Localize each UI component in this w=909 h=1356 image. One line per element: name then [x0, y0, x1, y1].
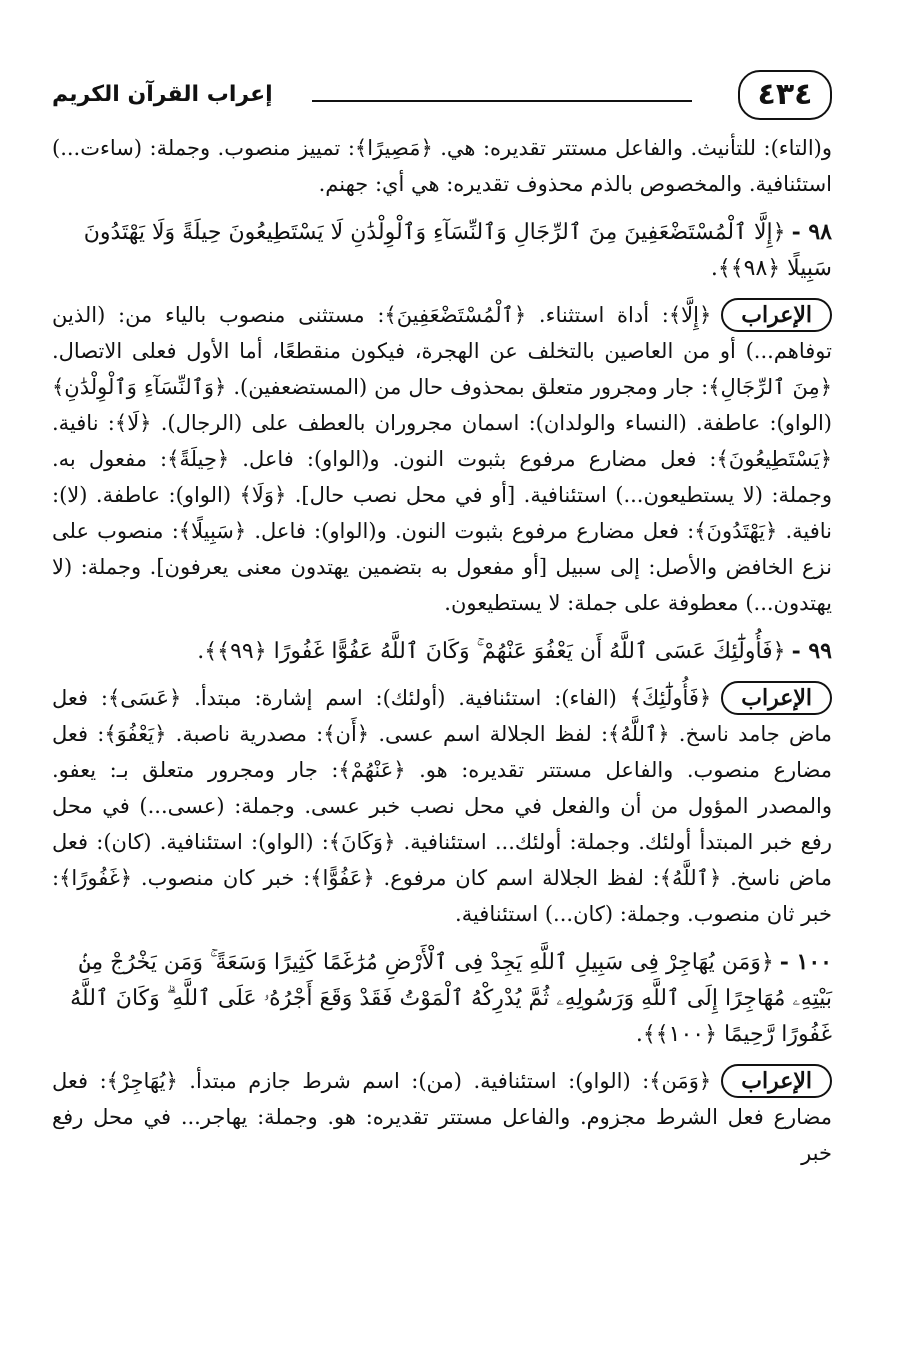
- irab-paragraph: [52, 297, 832, 621]
- verse-text: ﴿إِلَّا ٱلْمُسْتَضْعَفِينَ مِنَ ٱلرِّجَالِ وَٱلنِّسَآءِ وَٱلْوِلْدَٰنِ لَا يَسْتَطِيعُونَ حِيلَةً وَلَا يَهْتَدُونَ سَبِيلًا ﴿٩٨﴾﴾.: [83, 220, 832, 281]
- verse: [52, 214, 832, 287]
- irab-paragraph: [52, 680, 832, 932]
- page: [52, 70, 832, 1177]
- page-number: ٤٣٤: [738, 70, 832, 120]
- verse-number: ٩٩ -: [791, 638, 832, 664]
- verse-number: ٩٨ -: [791, 219, 832, 245]
- verse: [52, 944, 832, 1053]
- header-rule: [312, 100, 692, 102]
- book-title: إعراب القرآن الكريم: [52, 82, 273, 107]
- irab-badge: الإعراب: [721, 681, 832, 715]
- verse-text: ﴿وَمَن يُهَاجِرْ فِى سَبِيلِ ٱللَّهِ يَجِدْ فِى ٱلْأَرْضِ مُرَٰغَمًا كَثِيرًا وَسَعَةً ۚ وَمَن يَخْرُجْ مِنۢ بَيْتِهِۦ مُهَاجِرًا إِلَى ٱللَّهِ وَرَسُولِهِۦ ثُمَّ يُدْرِكْهُ ٱلْمَوْتُ فَقَدْ وَقَعَ أَجْرُهُۥ عَلَى ٱللَّهِ ۗ وَكَانَ ٱللَّهُ غَفُورًا رَّحِيمًا ﴿١٠٠﴾﴾.: [70, 950, 832, 1047]
- paragraph-text: و(التاء): للتأنيث. والفاعل مستتر تقديره: هي. ﴿مَصِيرًا﴾: تمييز منصوب. وجملة: (ساءت...) استئنافية. والمخصوص بالذم محذوف تقديره: هي أي: جهنم.: [52, 136, 832, 196]
- text-paragraph: [52, 130, 832, 202]
- irab-badge: الإعراب: [721, 298, 832, 332]
- irab-paragraph: [52, 1063, 832, 1171]
- irab-text: ﴿وَمَن﴾: (الواو): استئنافية. (من): اسم شرط جازم مبتدأ. ﴿يُهَاجِرْ﴾: فعل مضارع فعل الشرط مجزوم. والفاعل مستتر تقديره: هو. وجملة: يهاجر... في محل رفع خبر: [52, 1069, 832, 1165]
- irab-badge: الإعراب: [721, 1064, 832, 1098]
- verse-number: ١٠٠ -: [779, 949, 832, 975]
- verse: [52, 633, 832, 670]
- irab-text: ﴿فَأُولَٰٓئِكَ﴾ (الفاء): استئنافية. (أولئك): اسم إشارة: مبتدأ. ﴿عَسَى﴾: فعل ماض جامد ناسخ. ﴿ٱللَّهُ﴾: لفظ الجلالة اسم عسى. ﴿أَن﴾: مصدرية ناصبة. ﴿يَعْفُوَ﴾: فعل مضارع منصوب. والفاعل مستتر تقديره: هو. ﴿عَنْهُمْ﴾: جار ومجرور متعلق بـ: يعفو. والمصدر المؤول من أن والفعل في محل نصب خبر عسى. وجملة: (عسى...) في محل رفع خبر المبتدأ أولئك. وجملة: أولئك... استئنافية. ﴿وَكَانَ﴾: (الواو): استئنافية. (كان): فعل ماض ناسخ. ﴿ٱللَّهُ﴾: لفظ الجلالة اسم كان مرفوع. ﴿عَفُوًّا﴾: خبر كان منصوب. ﴿غَفُورًا﴾: خبر ثان منصوب. وجملة: (كان...) استئنافية.: [52, 686, 832, 926]
- verse-text: ﴿فَأُولَٰٓئِكَ عَسَى ٱللَّهُ أَن يَعْفُوَ عَنْهُمْ ۚ وَكَانَ ٱللَّهُ عَفُوًّا غَفُورًا ﴿٩٩﴾﴾.: [197, 639, 786, 664]
- irab-text: ﴿إِلَّا﴾: أداة استثناء. ﴿ٱلْمُسْتَضْعَفِينَ﴾: مستثنى منصوب بالياء من: (الذين توفاهم...) أو من العاصين بالتخلف عن الهجرة، فيكون منقطعًا، أما الأول فعلى الاتصال. ﴿مِنَ ٱلرِّجَالِ﴾: جار ومجرور متعلق بمحذوف حال من (المستضعفين). ﴿وَٱلنِّسَآءِ وَٱلْوِلْدَٰنِ﴾ (الواو): عاطفة. (النساء والولدان): اسمان مجروران بالعطف على (الرجال). ﴿لَا﴾: نافية. ﴿يَسْتَطِيعُونَ﴾: فعل مضارع مرفوع بثبوت النون. و(الواو): فاعل. ﴿حِيلَةً﴾: مفعول به. وجملة: (لا يستطيعون...) استئنافية. [أو في محل نصب حال]. ﴿وَلَا﴾ (الواو): عاطفة. (لا): نافية. ﴿يَهْتَدُونَ﴾: فعل مضارع مرفوع بثبوت النون. و(الواو): فاعل. ﴿سَبِيلًا﴾: منصوب على نزع الخافض والأصل: إلى سبيل [أو مفعول به بتضمين يهتدون معنى يعرفون]. وجملة: (لا يهتدون...) معطوفة على جملة: لا يستطيعون.: [52, 303, 832, 615]
- page-header: [52, 70, 832, 130]
